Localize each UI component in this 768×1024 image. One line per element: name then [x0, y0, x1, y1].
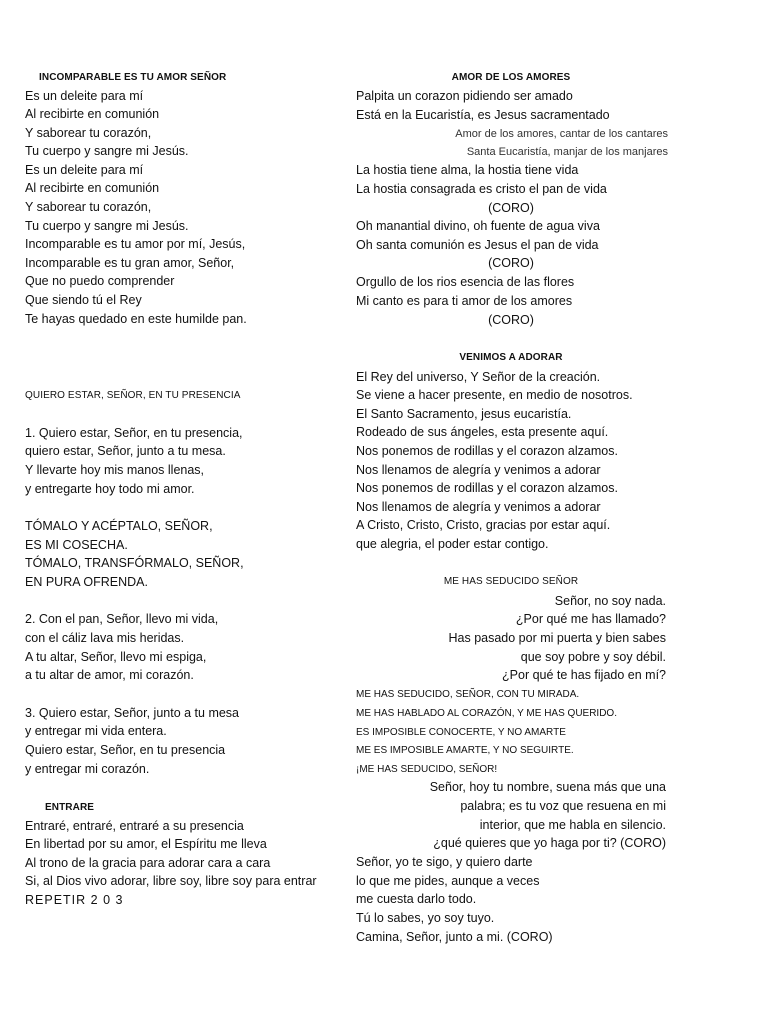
lyric-line: La hostia consagrada es cristo el pan de vida [356, 182, 607, 196]
song-title-venimos-a-adorar: VENIMOS A ADORAR [459, 352, 563, 363]
lyric-line: Tú lo sabes, yo soy tuyo. [356, 911, 495, 925]
lyric-line: quiero estar, Señor, junto a tu mesa. [25, 444, 226, 458]
lyric-line: Quiero estar, Señor, en tu presencia [25, 743, 226, 757]
chorus-line: EN PURA OFRENDA. [25, 575, 148, 589]
lyric-line: Y saborear tu corazón, [25, 126, 152, 140]
song-title-incomparable: INCOMPARABLE ES TU AMOR SEÑOR [39, 72, 227, 83]
lyric-line: La hostia tiene alma, la hostia tiene vida [356, 163, 579, 177]
chorus-line: TÓMALO Y ACÉPTALO, SEÑOR, [25, 519, 213, 533]
lyric-line: 3. Quiero estar, Señor, junto a tu mesa [25, 706, 240, 720]
lyric-line: con el cáliz lava mis heridas. [25, 631, 185, 645]
coro-marker: (CORO) [488, 313, 534, 327]
lyric-line: Si, al Dios vivo adorar, libre soy, libre soy para entrar [25, 874, 317, 888]
lyric-line: Nos llenamos de alegría y venimos a adorar [356, 463, 601, 477]
chorus-line: ES MI COSECHA. [25, 538, 128, 552]
lyric-line: Que no puedo comprender [25, 274, 175, 288]
lyric-line: Entraré, entraré, entraré a su presencia [25, 819, 244, 833]
chorus-line: ES IMPOSIBLE CONOCERTE, Y NO AMARTE [356, 727, 566, 738]
lyric-line: Oh santa comunión es Jesus el pan de vida [356, 238, 599, 252]
lyric-line: A tu altar, Señor, llevo mi espiga, [25, 650, 207, 664]
lyric-line: Es un deleite para mí [25, 163, 144, 177]
chorus-line: Santa Eucaristía, manjar de los manjares [466, 146, 668, 158]
lyric-line: Se viene a hacer presente, en medio de nosotros. [356, 388, 633, 402]
coro-marker: (CORO) [488, 201, 534, 215]
lyric-line: Que siendo tú el Rey [25, 293, 142, 307]
lyric-line: y entregar mi corazón. [25, 762, 150, 776]
lyric-line: 2. Con el pan, Señor, llevo mi vida, [25, 612, 219, 626]
lyric-line: Nos ponemos de rodillas y el corazon alzamos. [356, 444, 618, 458]
lyric-line: interior, que me habla en silencio. [479, 818, 666, 832]
song-title-me-has-seducido: ME HAS SEDUCIDO SEÑOR [443, 576, 579, 587]
lyric-line: Al recibirte en comunión [25, 107, 160, 121]
lyric-line: Nos ponemos de rodillas y el corazon alzamos. [356, 481, 618, 495]
lyric-line: Y saborear tu corazón, [25, 200, 152, 214]
lyric-line: A Cristo, Cristo, Cristo, gracias por estar aquí. [356, 518, 611, 532]
song-title-entrare: ENTRARE [45, 802, 95, 813]
lyric-line: Es un deleite para mí [25, 89, 144, 103]
lyric-line: ¿qué quieres que yo haga por ti? (CORO) [433, 836, 666, 850]
lyric-line: Nos llenamos de alegría y venimos a adorar [356, 500, 601, 514]
lyric-line: me cuesta darlo todo. [356, 892, 477, 906]
lyric-line: Señor, yo te sigo, y quiero darte [356, 855, 533, 869]
lyric-line: y entregarte hoy todo mi amor. [25, 482, 195, 496]
lyric-line: Señor, hoy tu nombre, suena más que una [429, 780, 666, 794]
lyric-line: Está en la Eucaristía, es Jesus sacramentado [356, 108, 610, 122]
lyric-line: palabra; es tu voz que resuena en mi [460, 799, 666, 813]
lyric-line: El Rey del universo, Y Señor de la creación. [356, 370, 601, 384]
lyric-line: Rodeado de sus ángeles, esta presente aquí. [356, 425, 609, 439]
lyric-line: lo que me pides, aunque a veces [356, 874, 540, 888]
lyric-line: Al trono de la gracia para adorar cara a cara [25, 856, 271, 870]
repeat-note: REPETIR 2 0 3 [25, 893, 124, 907]
lyric-line: que soy pobre y soy débil. [520, 650, 666, 664]
lyric-line: Al recibirte en comunión [25, 181, 160, 195]
lyric-line: Mi canto es para ti amor de los amores [356, 294, 573, 308]
lyric-line: Incomparable es tu gran amor, Señor, [25, 256, 235, 270]
lyric-line: y entregar mi vida entera. [25, 724, 167, 738]
lyric-line: Orgullo de los rios esencia de las flores [356, 275, 575, 289]
lyric-line: Te hayas quedado en este humilde pan. [25, 312, 247, 326]
lyric-line: Tu cuerpo y sangre mi Jesús. [25, 144, 189, 158]
lyric-line: que alegria, el poder estar contigo. [356, 537, 549, 551]
chorus-line: Amor de los amores, cantar de los cantares [455, 128, 668, 140]
lyric-line: El Santo Sacramento, jesus eucaristía. [356, 407, 572, 421]
lyric-line: Señor, no soy nada. [554, 594, 666, 608]
chorus-line: TÓMALO, TRANSFÓRMALO, SEÑOR, [25, 556, 244, 570]
coro-marker: (CORO) [488, 256, 534, 270]
lyric-line: Oh manantial divino, oh fuente de agua viva [356, 219, 600, 233]
chorus-line: ME ES IMPOSIBLE AMARTE, Y NO SEGUIRTE. [356, 745, 574, 756]
lyric-line: Incomparable es tu amor por mí, Jesús, [25, 237, 246, 251]
song-title-quiero-estar: QUIERO ESTAR, SEÑOR, EN TU PRESENCIA [25, 390, 241, 401]
chorus-line: ME HAS HABLADO AL CORAZÓN, Y ME HAS QUERIDO. [356, 708, 617, 719]
lyric-line: Has pasado por mi puerta y bien sabes [448, 631, 666, 645]
song-title-amor-de-los-amores: AMOR DE LOS AMORES [451, 72, 571, 83]
lyric-line: Palpita un corazon pidiendo ser amado [356, 89, 573, 103]
chorus-line: ME HAS SEDUCIDO, SEÑOR, CON TU MIRADA. [356, 689, 580, 700]
lyric-line: 1. Quiero estar, Señor, en tu presencia, [25, 426, 243, 440]
lyric-line: En libertad por su amor, el Espíritu me lleva [25, 837, 267, 851]
lyric-line: a tu altar de amor, mi corazón. [25, 668, 194, 682]
chorus-line: ¡ME HAS SEDUCIDO, SEÑOR! [356, 764, 498, 775]
lyric-line: ¿Por qué te has fijado en mí? [502, 668, 666, 682]
lyric-line: ¿Por qué me has llamado? [515, 612, 666, 626]
lyric-line: Tu cuerpo y sangre mi Jesús. [25, 219, 189, 233]
lyric-line: Camina, Señor, junto a mi. (CORO) [356, 930, 553, 944]
lyric-line: Y llevarte hoy mis manos llenas, [25, 463, 205, 477]
